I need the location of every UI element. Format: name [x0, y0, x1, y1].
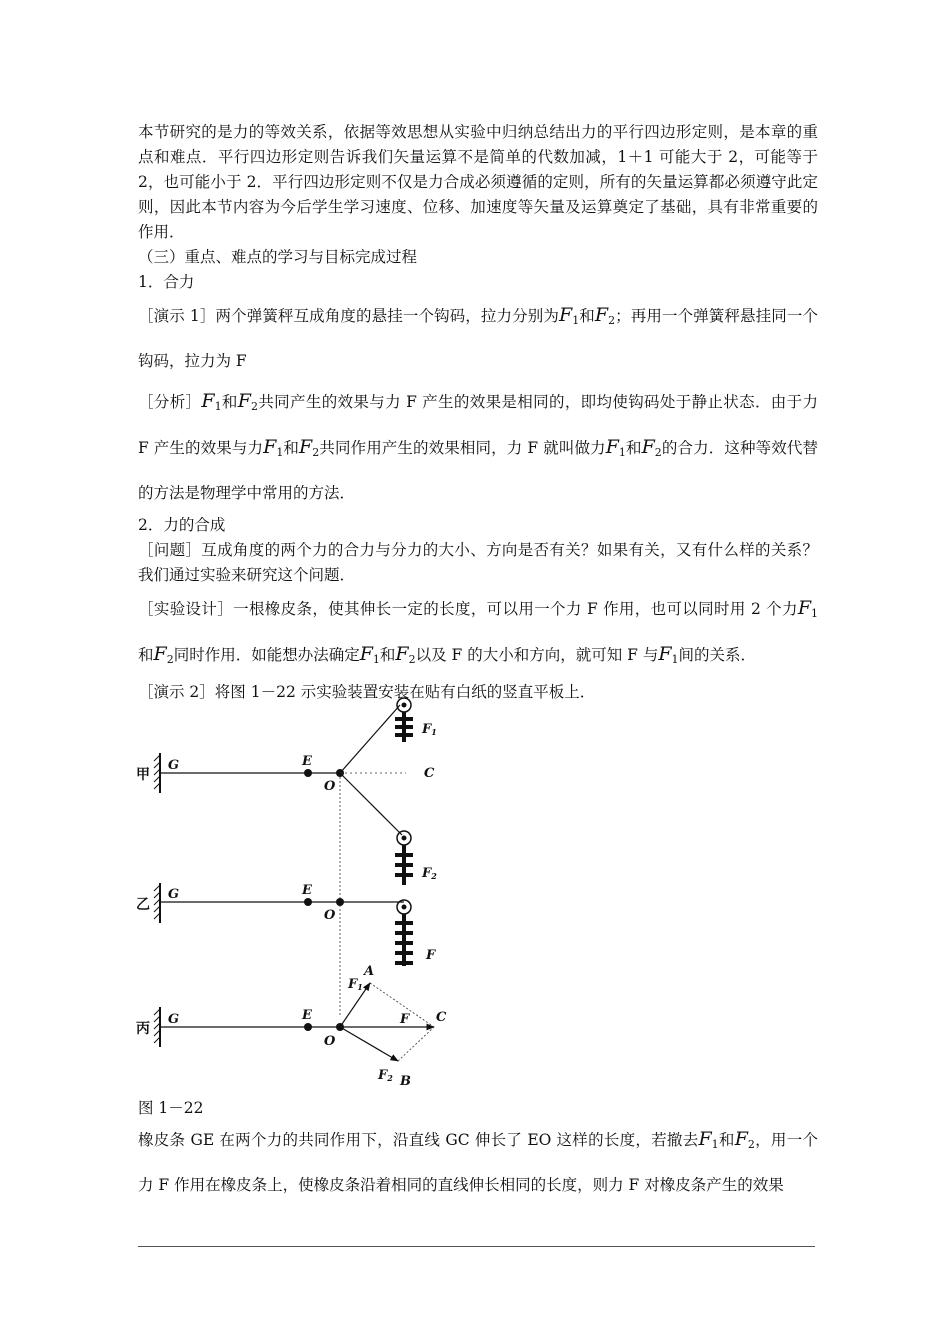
label-G: G — [168, 887, 180, 902]
symbol-F1 — [698, 1128, 718, 1150]
conclusion-paragraph — [138, 1119, 818, 1205]
dotted-BC — [398, 1027, 434, 1061]
symbol-F: F — [734, 1128, 748, 1150]
label-B: B — [400, 1074, 411, 1089]
ana-g: 的合力．这种等效代替的方法是物理学中常用的方法． — [138, 439, 818, 502]
experiment-design-paragraph — [138, 588, 818, 680]
label-F2-vector: F2 — [378, 1068, 393, 1083]
symbol-F: F — [797, 597, 811, 619]
ana-b: 和 — [221, 393, 238, 411]
subscript-1: 1 — [671, 653, 679, 666]
symbol-F2 — [595, 304, 615, 326]
setup-jia — [136, 698, 437, 885]
symbol-F1 — [606, 436, 626, 458]
section-heading-3: （三）重点、难点的学习与目标完成过程 — [138, 248, 418, 266]
symbol-F1 — [360, 643, 380, 665]
ana-e: 共同作用产生的效果相同，力 F 就叫做力 — [319, 439, 606, 457]
label-yi: 乙 — [136, 897, 150, 913]
symbol-F2 — [395, 643, 415, 665]
after-a: 橡皮条 GE 在两个力的共同作用下，沿直线 GC 伸长了 EO 这样的长度，若撤去 — [138, 1131, 699, 1149]
subscript-1: 1 — [811, 607, 818, 620]
intro-paragraph: 本节研究的是力的等效关系，依据等效思想从实验中归纳总结出力的平行四边形定则，是本章的重点和难点．平行四边形定则告诉我们矢量运算不是简单的代数加减，1＋1 可能大于 2，可能等于 2，也可能小于 2．平行四边形定则不仅是力合成必须遵循的定则，所有的矢量运算都必须遵守此定则，因此本节内容为今后学生学习速度、位移、加速度等矢量及运算奠定了基础，具有非常重要的作用． — [138, 123, 818, 241]
symbol-F: F — [201, 390, 215, 412]
label-F-single: F — [426, 948, 436, 963]
spring-balance-1 — [395, 698, 413, 742]
label-E: E — [302, 883, 312, 898]
label-F1-top: F1 — [422, 722, 437, 737]
heading-force-composition: 2．力的合成 — [138, 516, 226, 534]
analysis-paragraph — [138, 381, 818, 513]
subscript-2: 2 — [312, 446, 320, 459]
subscript-1: 1 — [372, 653, 380, 666]
symbol-F1 — [798, 597, 818, 619]
exp-e: 以及 F 的大小和方向，就可知 F 与 — [415, 646, 659, 664]
string-upper — [340, 705, 400, 773]
label-O: O — [324, 779, 336, 794]
figure-caption: 图 1－22 — [138, 1099, 204, 1117]
ana-f: 和 — [625, 439, 642, 457]
subscript-2: 2 — [654, 446, 662, 459]
symbol-F: F — [698, 1128, 712, 1150]
label-A: A — [364, 964, 375, 979]
vector-F2 — [340, 1027, 398, 1061]
subscript-1: 1 — [618, 446, 626, 459]
exp-b: 和 — [138, 646, 154, 664]
subscript-1: 1 — [711, 1138, 719, 1151]
label-F2-top: F2 — [422, 866, 437, 881]
point-O — [336, 898, 344, 906]
subscript-2: 2 — [747, 1138, 755, 1151]
symbol-F: F — [153, 643, 167, 665]
symbol-F: F — [395, 643, 409, 665]
figure-1-22 — [138, 695, 478, 1095]
demo1-text-c: ；再用一个弹簧秤悬挂同一个钩码，拉力为 F — [138, 307, 818, 370]
document-body — [138, 120, 818, 705]
label-C: C — [436, 1010, 447, 1025]
subscript-2: 2 — [250, 400, 258, 413]
exp-f: 间的关系． — [678, 646, 757, 664]
label-C: C — [424, 766, 435, 781]
setup-yi — [136, 883, 436, 966]
symbol-F1 — [201, 390, 221, 412]
label-F-vector: F — [400, 1012, 410, 1027]
exp-a: ［实验设计］一根橡皮条，使其伸长一定的长度，可以用一个力 F 作用，也可以同时用 2 个力 — [138, 600, 798, 618]
point-E — [304, 898, 312, 906]
label-bing: 丙 — [136, 1021, 150, 1037]
symbol-F1 — [559, 304, 579, 326]
after-b: 和 — [718, 1131, 735, 1149]
exp-d: 和 — [379, 646, 396, 664]
spring-balance-2 — [395, 831, 413, 885]
footer-rule — [138, 1246, 815, 1247]
symbol-F: F — [641, 436, 655, 458]
subscript-2: 2 — [166, 653, 174, 666]
subscript-1: 1 — [276, 446, 284, 459]
spring-balance-single — [395, 900, 413, 966]
symbol-F2 — [154, 643, 174, 665]
label-E: E — [302, 754, 312, 769]
symbol-F2 — [238, 390, 258, 412]
ana-a: ［分析］ — [138, 393, 202, 411]
label-jia: 甲 — [136, 767, 150, 783]
subscript-1: 1 — [572, 314, 580, 327]
label-F1-vector: F1 — [348, 977, 363, 992]
symbol-F: F — [299, 436, 313, 458]
label-E: E — [302, 1008, 312, 1023]
subscript-1: 1 — [214, 400, 222, 413]
symbol-F: F — [594, 304, 609, 326]
symbol-F: F — [658, 643, 672, 665]
subscript-2: 2 — [608, 314, 616, 327]
label-G: G — [168, 758, 180, 773]
subscript-2: 2 — [408, 653, 416, 666]
demo1-text-a: ［演示 1］两个弹簧秤互成角度的悬挂一个钩码，拉力分别为 — [138, 307, 559, 325]
demo1-text-b: 和 — [579, 307, 595, 325]
label-G: G — [168, 1012, 180, 1027]
string-lower — [340, 773, 402, 835]
label-O: O — [324, 908, 336, 923]
symbol-F1 — [263, 436, 283, 458]
point-E — [304, 769, 312, 777]
demo-2-paragraph: ［演示 2］将图 1－22 示实验装置安装在贴有白纸的竖直平板上． — [138, 683, 596, 701]
heading-resultant-force: 1．合力 — [138, 273, 195, 291]
demo-1-paragraph — [138, 295, 818, 381]
symbol-F: F — [605, 436, 619, 458]
exp-c: 同时作用．如能想办法确定 — [173, 646, 360, 664]
point-E — [304, 1023, 312, 1031]
symbol-F2 — [299, 436, 319, 458]
symbol-F: F — [237, 390, 251, 412]
after-c: ，用一个力 F 作用在橡皮条上，使橡皮条沿着相同的直线伸长相同的长度，则力 F 对橡皮条产生的效果 — [138, 1131, 818, 1194]
symbol-F2 — [642, 436, 662, 458]
symbol-F1 — [658, 643, 678, 665]
symbol-F: F — [263, 436, 277, 458]
symbol-F: F — [359, 643, 373, 665]
symbol-F: F — [559, 304, 573, 326]
label-O: O — [324, 1034, 336, 1049]
ana-c: 共同产生的效果与力 F 产生的效果是相同的，即均使钩码处于静止状态．由于力 F 产生的效果与力 — [138, 393, 818, 457]
question-paragraph: ［问题］互成角度的两个力的合力与分力的大小、方向是否有关？如果有关，又有什么样的关系？我们通过实验来研究这个问题． — [138, 541, 818, 584]
setup-bing — [136, 964, 447, 1089]
symbol-F2 — [735, 1128, 755, 1150]
ana-d: 和 — [283, 439, 300, 457]
